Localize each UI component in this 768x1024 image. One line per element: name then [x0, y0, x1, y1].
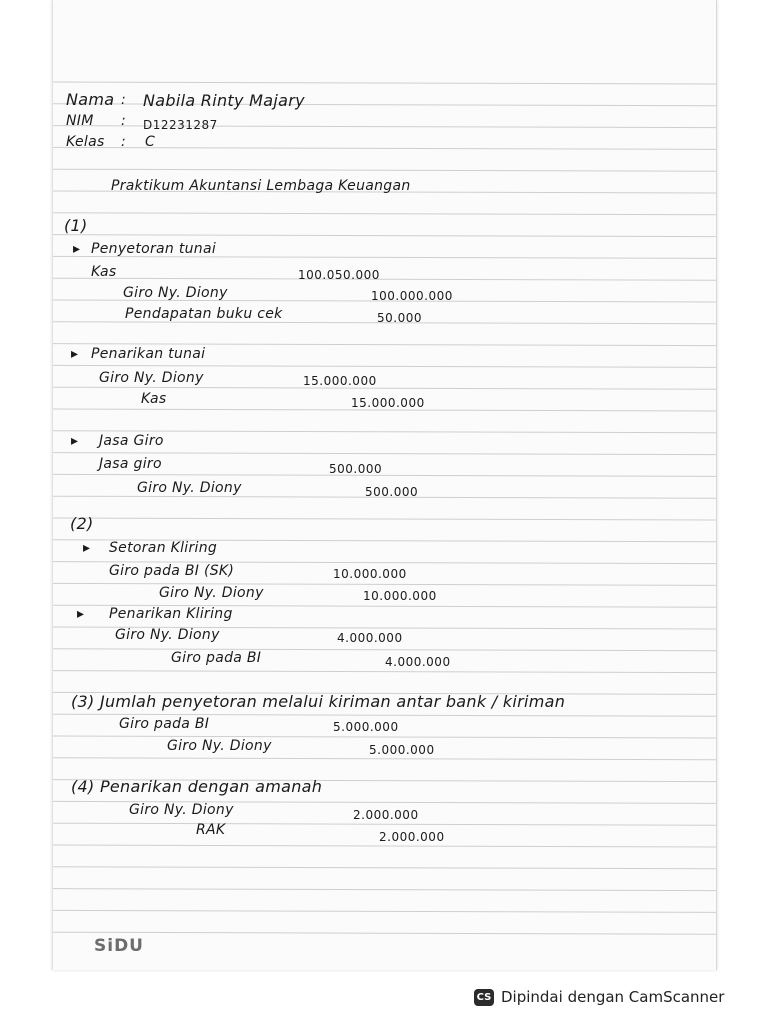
ruled-line: [53, 910, 716, 912]
ruled-line: [53, 365, 716, 367]
debit-account: Giro Ny. Diony: [115, 627, 220, 643]
ruled-line: [53, 213, 716, 215]
debit-account: Giro pada BI (SK): [109, 563, 235, 579]
debit-amount: 15.000.000: [303, 374, 377, 388]
scanner-watermark-text: Dipindai dengan CamScanner: [501, 988, 725, 1006]
kelas-value: C: [145, 134, 156, 150]
credit-amount: 5.000.000: [369, 743, 435, 757]
scanner-watermark: [474, 982, 756, 1012]
section-1-heading: (1): [64, 216, 88, 235]
ruled-line: [53, 453, 716, 455]
entry-title-jasa-giro: Jasa Giro: [99, 433, 164, 449]
credit-amount: 500.000: [365, 485, 419, 499]
debit-account: Giro pada BI: [119, 716, 210, 732]
debit-amount: 10.000.000: [333, 567, 407, 581]
ruled-line: [53, 474, 716, 476]
nama-value: Nabila Rinty Majary: [143, 91, 305, 110]
ruled-line: [53, 736, 716, 738]
entry-title-penyetoran-tunai: Penyetoran tunai: [91, 241, 217, 257]
credit-account: Giro Ny. Diony: [137, 480, 242, 496]
ruled-line: [53, 823, 716, 825]
nama-separator: :: [121, 92, 127, 108]
section-4-heading: (4) Penarikan dengan amanah: [71, 777, 323, 796]
entry-title-setoran-kliring: Setoran Kliring: [109, 540, 218, 556]
notebook-brand-logo: SiDU: [94, 936, 144, 956]
credit-account: Pendapatan buku cek: [125, 306, 283, 322]
debit-account: Giro Ny. Diony: [99, 370, 204, 386]
credit-amount: 50.000: [377, 311, 422, 325]
bullet-icon: ▸: [73, 241, 81, 257]
credit-account: Giro Ny. Diony: [123, 285, 228, 301]
nim-value: D12231287: [143, 118, 218, 132]
ruled-line: [53, 278, 716, 280]
bullet-icon: ▸: [77, 606, 85, 622]
bullet-icon: ▸: [71, 346, 79, 362]
ruled-line: [53, 671, 716, 673]
credit-account: RAK: [196, 822, 226, 838]
ruled-line: [53, 845, 716, 847]
credit-amount: 2.000.000: [379, 830, 445, 844]
debit-amount: 4.000.000: [337, 631, 403, 645]
bullet-icon: ▸: [71, 433, 79, 449]
nim-separator: :: [121, 113, 127, 129]
entry-title-penarikan-kliring: Penarikan Kliring: [109, 606, 233, 622]
section-2-heading: (2): [70, 514, 94, 533]
credit-account: Giro Ny. Diony: [159, 585, 264, 601]
credit-amount: 15.000.000: [351, 396, 425, 410]
credit-account: Giro pada BI: [171, 650, 262, 666]
debit-account: Kas: [91, 264, 117, 280]
ruled-line: [53, 82, 716, 84]
ruled-line: [53, 387, 716, 389]
debit-account: Jasa giro: [99, 456, 162, 472]
notebook-page: [52, 0, 717, 970]
nama-label: Nama: [66, 90, 115, 109]
debit-amount: 5.000.000: [333, 720, 399, 734]
ruled-line: [53, 889, 716, 891]
credit-amount: 10.000.000: [363, 589, 437, 603]
ruled-line: [53, 932, 716, 934]
entry-title-penarikan-tunai: Penarikan tunai: [91, 346, 206, 362]
camscanner-logo-icon: CS: [474, 989, 494, 1006]
bullet-icon: ▸: [83, 540, 91, 556]
nim-label: NIM: [66, 113, 94, 129]
section-3-heading: (3) Jumlah penyetoran melalui kiriman antar bank / kiriman: [71, 692, 566, 711]
debit-account: Giro Ny. Diony: [129, 802, 234, 818]
ruled-line: [53, 583, 716, 585]
ruled-line: [53, 867, 716, 869]
ruled-line: [53, 235, 716, 237]
page-title: Praktikum Akuntansi Lembaga Keuangan: [111, 178, 411, 194]
credit-account: Kas: [141, 391, 167, 407]
kelas-separator: :: [121, 134, 127, 150]
ruled-line: [53, 649, 716, 651]
ruled-line: [53, 169, 716, 171]
debit-amount: 500.000: [329, 462, 383, 476]
credit-amount: 100.000.000: [371, 289, 453, 303]
credit-account: Giro Ny. Diony: [167, 738, 272, 754]
credit-amount: 4.000.000: [385, 655, 451, 669]
kelas-label: Kelas: [66, 134, 105, 150]
debit-amount: 2.000.000: [353, 808, 419, 822]
ruled-line: [53, 518, 716, 520]
debit-amount: 100.050.000: [298, 268, 380, 282]
ruled-line: [53, 758, 716, 760]
